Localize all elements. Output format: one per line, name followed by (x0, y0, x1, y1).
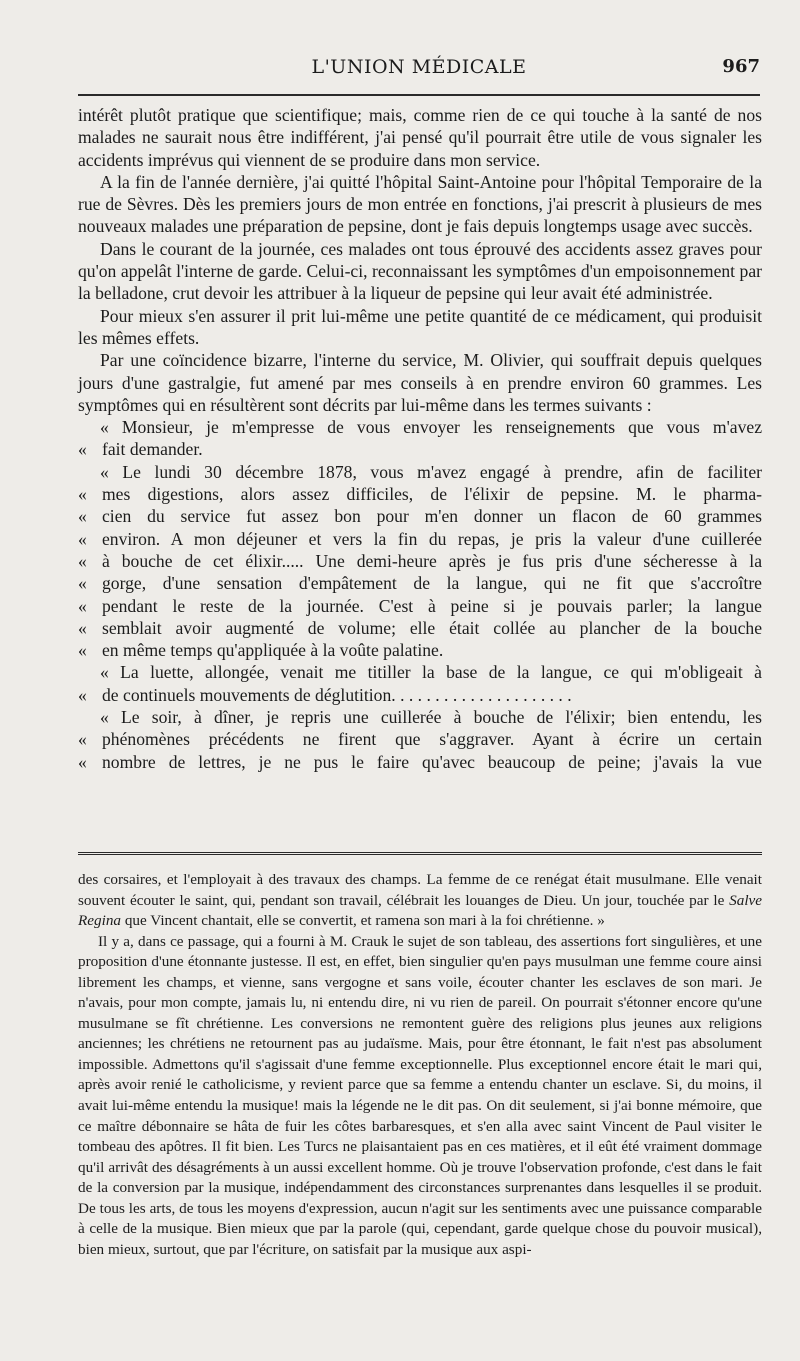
guillemet: « (78, 439, 87, 460)
quote-line (78, 617, 762, 639)
quote-line-text: à bouche de cet élixir..... Une demi-heure après je fus pris d'une sécheresse à la (102, 550, 762, 571)
paragraph: Dans le courant de la journée, ces malades ont tous éprouvé des accidents assez graves pour qu'on appelât l'interne de garde. Celui-ci, reconnaissant les symptômes d'un empoisonnement par la belladone, crut devoir les attribuer à la liqueur de pepsine qui leur avait été administrée. (78, 238, 762, 304)
running-title: L'UNION MÉDICALE (311, 56, 527, 78)
quote-line (78, 572, 762, 594)
quote-line (78, 550, 762, 572)
quote-line-text: en même temps qu'appliquée à la voûte palatine. (102, 640, 444, 661)
guillemet: « (78, 595, 87, 616)
quote-line (78, 751, 762, 773)
header-rule (78, 94, 760, 96)
guillemet: « (78, 617, 87, 638)
guillemet: « (78, 506, 87, 527)
quote-line-text: cien du service fut assez bon pour m'en donner un flacon de 60 grammes (102, 506, 762, 527)
paragraph: A la fin de l'année dernière, j'ai quitté l'hôpital Saint-Antoine pour l'hôpital Temporaire de la rue de Sèvres. Dès les premiers jours de mon entrée en fonctions, j'ai prescrit à plusieurs de mes nouveaux malades une préparation de pepsine, dont je fais depuis longtemps usage avec succès. (78, 171, 762, 237)
quote-line (78, 684, 762, 706)
guillemet: « (78, 751, 87, 772)
guillemet: « (78, 528, 87, 549)
paragraph: Par une coïncidence bizarre, l'interne du service, M. Olivier, qui souffrait depuis quelques jours d'une gastralgie, fut amené par mes conseils à en prendre environ 60 grammes. Les symptômes qui en résultèrent sont décrits par lui-même dans les termes suivants : (78, 350, 762, 415)
quote-line: « Le lundi 30 décembre 1878, vous m'avez engagé à prendre, afin de faciliter (100, 461, 762, 482)
guillemet: « (78, 729, 87, 750)
paragraph: Pour mieux s'en assurer il prit lui-même une petite quantité de ce médicament, qui produisit les mêmes effets. (78, 305, 762, 348)
paragraph: intérêt plutôt pratique que scientifique; mais, comme rien de ce qui touche à la santé de nos malades ne saurait nous être indifférent, j'ai pensé qu'il pourrait être utile de vous signaler les accidents imprévus qui viennent de se produire dans mon service. (78, 105, 762, 170)
quote-line: « La luette, allongée, venait me titiller la base de la langue, ce qui m'obligeait à (100, 662, 762, 683)
quote-line (78, 639, 762, 661)
paragraph-text: que Vincent chantait, elle se convertit, et ramena son mari à la foi chrétienne. » (124, 912, 605, 930)
quote-line: « Le soir, à dîner, je repris une cuillerée à bouche de l'élixir; bien entendu, les (100, 707, 762, 728)
quote-line (78, 483, 762, 505)
quote-line-text: fait demander. (102, 439, 203, 460)
guillemet: « (78, 484, 87, 505)
quote-line-text: pendant le reste de la journée. C'est à peine si je pouvais parler; la langue (102, 595, 762, 616)
guillemet: « (78, 684, 87, 705)
quote-line-text: gorge, d'une sensation d'empâtement de la langue, qui ne fit que s'accroître (102, 573, 762, 594)
quote-line (78, 728, 762, 750)
page-header (78, 56, 760, 88)
quote-line-text: mes digestions, alors assez difficiles, de l'élixir de pepsine. M. le pharma- (102, 484, 762, 505)
quote-line-text: environ. A mon déjeuner et vers la fin du repas, je pris la valeur d'une cuillerée (102, 528, 762, 549)
paragraph: Il y a, dans ce passage, qui a fourni à M. Crauk le sujet de son tableau, des assertions fort singulières, et une proposition d'une étonnante justesse. Il est, en effet, bien singulier qu'en pays musulman une femme coure ainsi librement les champs, et vienne, sans vergogne et sans voile, écouter chanter les esclaves de son mari. Je n'avais, pour mon compte, jamais lu, ni entendu dire, ni vu rien de pareil. On pourrait s'étonner encore qu'une musulmane se fît chrétienne. Les conversions ne remontent guère des religions plus jeunes aux religions anciennes; les chrétiens ne retournent pas au judaïsme. Mais, pour être étonnant, le fait n'est pas absolument impossible. Admettons qu'il s'agissait d'une femme exceptionnelle. Plus exceptionnel encore était le mari qui, après avoir renié le catholicisme, y revient parce que sa femme a entendu chanter un esclave. Si, du moins, il avait lui-même entendu la musique! mais la légende ne le dit pas. On dit seulement, si j'ai bonne mémoire, que ce maître débonnaire se hâta de fuir les côtes barbaresques, et s'en alla avec saint Vincent de Paul visiter le tombeau des apôtres. Il fit bien. Les Turcs ne plaisantaient pas en ces matières, et il eût été vraiment dommage qu'il arrivât des désagréments à un aussi excellent homme. Où je trouve l'observation profonde, c'est dans le fait de la conversion par la musique, indépendamment des circonstances surprenantes dans lesquelles il se produit. De tous les arts, de tous les moyens d'expression, aucun n'agit sur les sentiments avec une puissance comparable à celle de la musique. Bien mieux que par la parole (qui, cependant, garde quelque chose du pouvoir musical), bien mieux, surtout, que par l'écriture, on satisfait par la musique aux aspi- (78, 932, 762, 1258)
page-number: 967 (722, 56, 760, 77)
main-text (78, 104, 762, 773)
feuilleton-text (78, 870, 762, 1260)
italic-title: Salve Regina (78, 891, 763, 930)
quote-line-text: semblait avoir augmenté de volume; elle était collée au plancher de la bouche (102, 617, 762, 638)
quote-line (78, 528, 762, 550)
quote-line (78, 505, 762, 527)
guillemet: « (78, 640, 87, 661)
quoted-letter (78, 416, 762, 773)
guillemet: « (78, 573, 87, 594)
quote-line (78, 438, 762, 460)
guillemet: « (78, 550, 87, 571)
quote-line-text: nombre de lettres, je ne pus le faire qu'avec beaucoup de peine; j'avais la vue (102, 751, 762, 772)
quote-line (78, 595, 762, 617)
feuilleton-separator-rule (78, 852, 762, 857)
paragraph (78, 870, 762, 932)
paragraph-text: des corsaires, et l'employait à des travaux des champs. La femme de ce renégat était musulmane. Elle venait souvent écouter le saint, qui, pendant son travail, célébrait les louanges de Dieu. Un jour, touchée par le (78, 871, 762, 909)
quote-line-text: phénomènes précédents ne firent que s'aggraver. Ayant à écrire un certain (102, 729, 762, 750)
quote-line-text: de continuels mouvements de déglutition. . . . . . . . . . . . . . . . . . . . . (102, 684, 572, 705)
quote-line: « Monsieur, je m'empresse de vous envoyer les renseignements que vous m'avez (100, 417, 762, 438)
